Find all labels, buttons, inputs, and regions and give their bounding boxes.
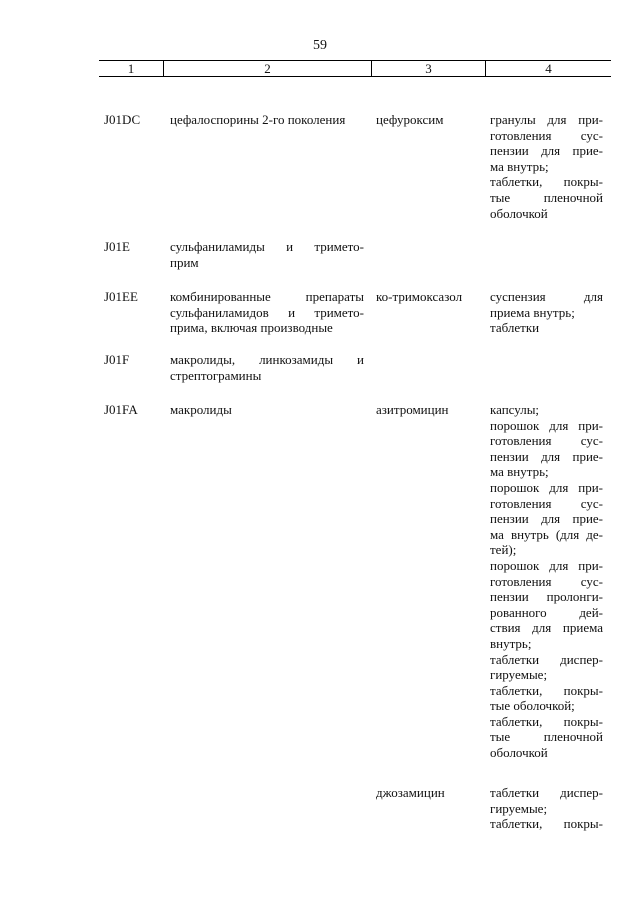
column-header-1: 1: [99, 61, 164, 77]
group-name-line: цефалоспорины 2-го поколения: [170, 112, 346, 127]
atc-code: J01FA: [104, 402, 138, 417]
dosage-form-line: готовления сус-: [490, 573, 603, 589]
dosage-form-line: оболочкой: [490, 205, 548, 221]
dosage-form-line: тые оболочкой;: [490, 698, 575, 714]
column-header-3: 3: [372, 61, 486, 77]
dosage-form-line: тей);: [490, 542, 517, 558]
atc-code: J01F: [104, 352, 130, 367]
dosage-form-line: оболочкой: [490, 745, 548, 761]
dosage-form-line: тые пленочной: [490, 189, 603, 205]
dosage-form-line: готовления сус-: [490, 127, 603, 143]
dosage-form-line: ствия для приема: [490, 620, 603, 636]
dosage-form-line: внутрь;: [490, 635, 532, 651]
group-name: [170, 112, 364, 128]
group-name-line: сульфаниламидов и тримето-: [170, 304, 364, 320]
dosage-forms: [490, 112, 603, 221]
dosage-form-line: гируемые;: [490, 800, 548, 816]
dosage-forms: [490, 289, 603, 336]
dosage-form-line: порошок для при-: [490, 479, 603, 495]
group-name-line: стрептограмины: [170, 367, 262, 383]
dosage-form-line: рованного дей-: [490, 604, 603, 620]
drug-name: ко-тримоксазол: [376, 289, 463, 304]
column-header-2: 2: [164, 61, 372, 77]
dosage-form-line: таблетки: [490, 320, 540, 336]
group-name: [170, 352, 364, 383]
dosage-form-line: ма внутрь;: [490, 158, 549, 174]
dosage-form-line: капсулы;: [490, 402, 540, 417]
group-name: [170, 239, 364, 270]
dosage-form-line: пензии для прие-: [490, 448, 603, 464]
dosage-form-line: порошок для при-: [490, 417, 603, 433]
page-number: 59: [313, 38, 327, 53]
group-name-line: макролиды, линкозамиды и: [170, 352, 364, 367]
dosage-form-line: гранулы для при-: [490, 112, 603, 127]
group-name: [170, 289, 364, 336]
dosage-form-line: пензии для прие-: [490, 511, 603, 527]
dosage-form-line: гируемые;: [490, 667, 548, 683]
dosage-form-line: готовления сус-: [490, 433, 603, 449]
group-name-line: комбинированные препараты: [170, 289, 364, 304]
drug-name: цефуроксим: [376, 112, 444, 127]
dosage-form-line: таблетки, покры-: [490, 682, 603, 698]
column-header-row: [99, 61, 611, 77]
dosage-form-line: ма внутрь;: [490, 464, 549, 480]
atc-code: J01E: [104, 239, 130, 254]
dosage-form-line: пензии пролонги-: [490, 589, 603, 605]
dosage-form-line: пензии для прие-: [490, 143, 603, 159]
dosage-form-line: суспензия для: [490, 289, 603, 304]
dosage-form-line: таблетки диспер-: [490, 651, 603, 667]
group-name-line: прима, включая производные: [170, 320, 333, 336]
dosage-form-line: приема внутрь;: [490, 304, 575, 320]
dosage-form-line: ма внутрь (для де-: [490, 526, 603, 542]
column-header-table: [99, 60, 611, 77]
atc-code: J01EE: [104, 289, 138, 304]
drug-name: азитромицин: [376, 402, 449, 417]
dosage-form-line: тые пленочной: [490, 729, 603, 745]
dosage-forms: [490, 785, 603, 832]
dosage-form-line: готовления сус-: [490, 495, 603, 511]
dosage-form-line: таблетки, покры-: [490, 174, 603, 190]
dosage-forms: [490, 402, 603, 761]
group-name-line: прим: [170, 254, 199, 270]
group-name-line: сульфаниламиды и тримето-: [170, 239, 364, 254]
dosage-form-line: таблетки диспер-: [490, 785, 603, 800]
group-name-line: макролиды: [170, 402, 232, 417]
atc-code: J01DC: [104, 112, 141, 127]
dosage-form-line: порошок для при-: [490, 557, 603, 573]
drug-name: джозамицин: [376, 785, 445, 800]
dosage-form-line: таблетки, покры-: [490, 713, 603, 729]
column-header-4: 4: [486, 61, 612, 77]
dosage-form-line: таблетки, покры-: [490, 816, 603, 832]
group-name: [170, 402, 364, 418]
